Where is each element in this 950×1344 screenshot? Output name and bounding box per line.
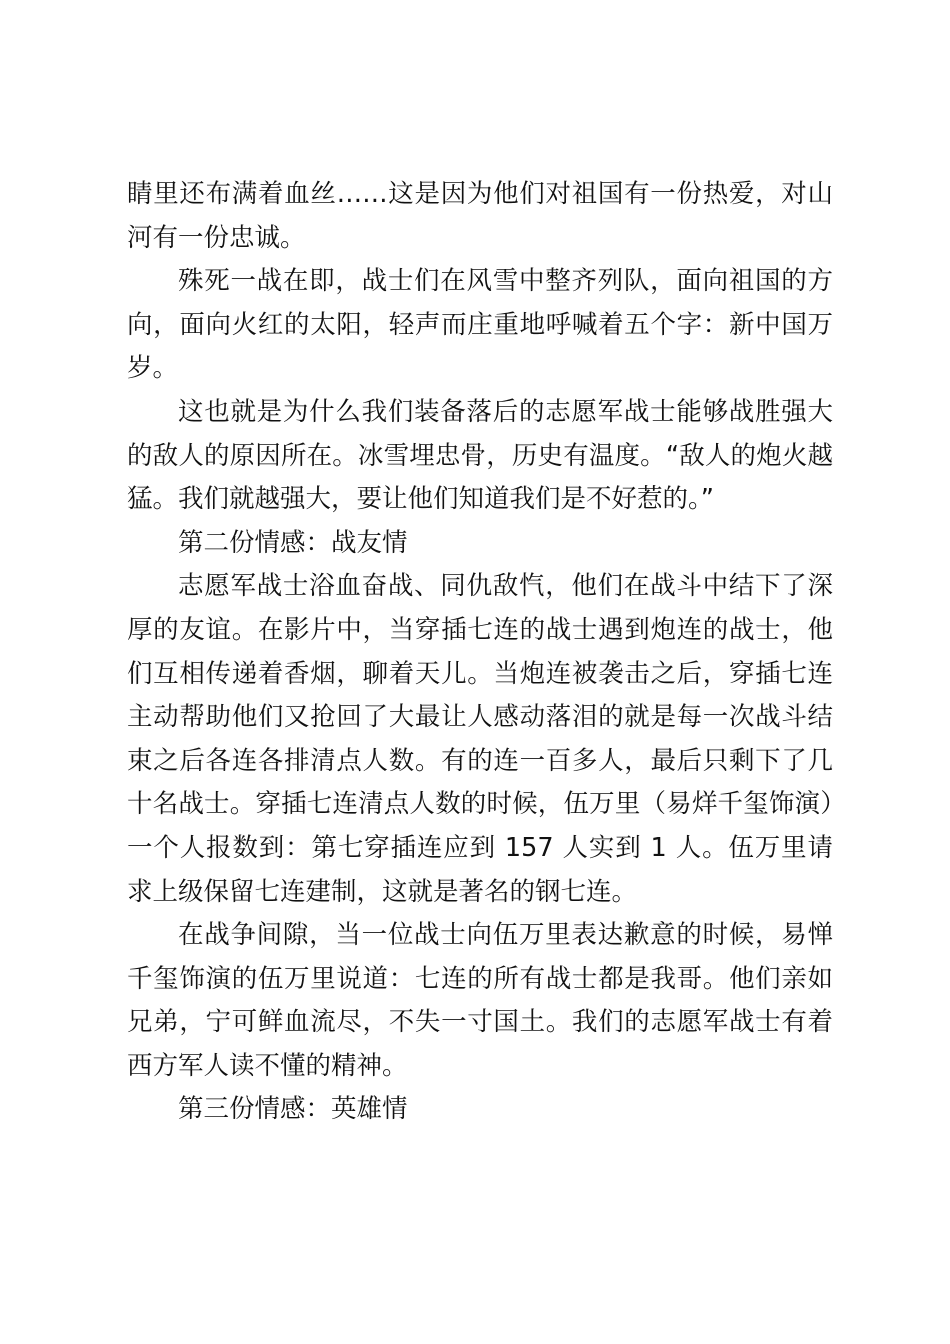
section-heading-heroism: 第三份情感：英雄情 xyxy=(178,1094,408,1125)
paragraph-brotherhood: 在战争间隙，当一位战士向伍万里表达歉意的时候，易惮千玺饰演的伍万里说道：七连的所有战士都是我哥。他们亲如兄弟，宁可鲜血流尽，不失一寸国土。我们的志愿军战士有着西方军人读不懂的精神。 xyxy=(127,920,833,1081)
paragraph-comradeship: 志愿军战士浴血奋战、同仇敌忾，他们在战斗中结下了深厚的友谊。在影片中，当穿插七连的战士遇到炮连的战士，他们互相传递着香烟，聊着天儿。当炮连被袭击之后，穿插七连主动帮助他们又抢回了大最让人感动落泪的就是每一次战斗结束之后各连各排清点人数。有的连一百多人，最后只剩下了几十名战士。穿插七连清点人数的时候，伍万里（易烊千玺饰演）一个人报数到：第七穿插连应到 157 人实到 1 人。伍万里请求上级保留七连建制，这就是著名的钢七连。 xyxy=(127,571,833,907)
paragraph-battle-salute: 殊死一战在即，战士们在风雪中整齐列队，面向祖国的方向，面向火红的太阳，轻声而庄重地呼喊着五个字：新中国万岁。 xyxy=(127,266,833,384)
paragraph-continuation: 睛里还布满着血丝……这是因为他们对祖国有一份热爱，对山河有一份忠诚。 xyxy=(127,179,833,253)
paragraph-victory-reason: 这也就是为什么我们装备落后的志愿军战士能够战胜强大的敌人的原因所在。冰雪埋忠骨，历史有温度。“敌人的炮火越猛。我们就越强大，要让他们知道我们是不好惹的。” xyxy=(127,396,833,515)
document-body xyxy=(127,173,833,1132)
section-heading-comradeship: 第二份情感：战友情 xyxy=(178,527,408,558)
